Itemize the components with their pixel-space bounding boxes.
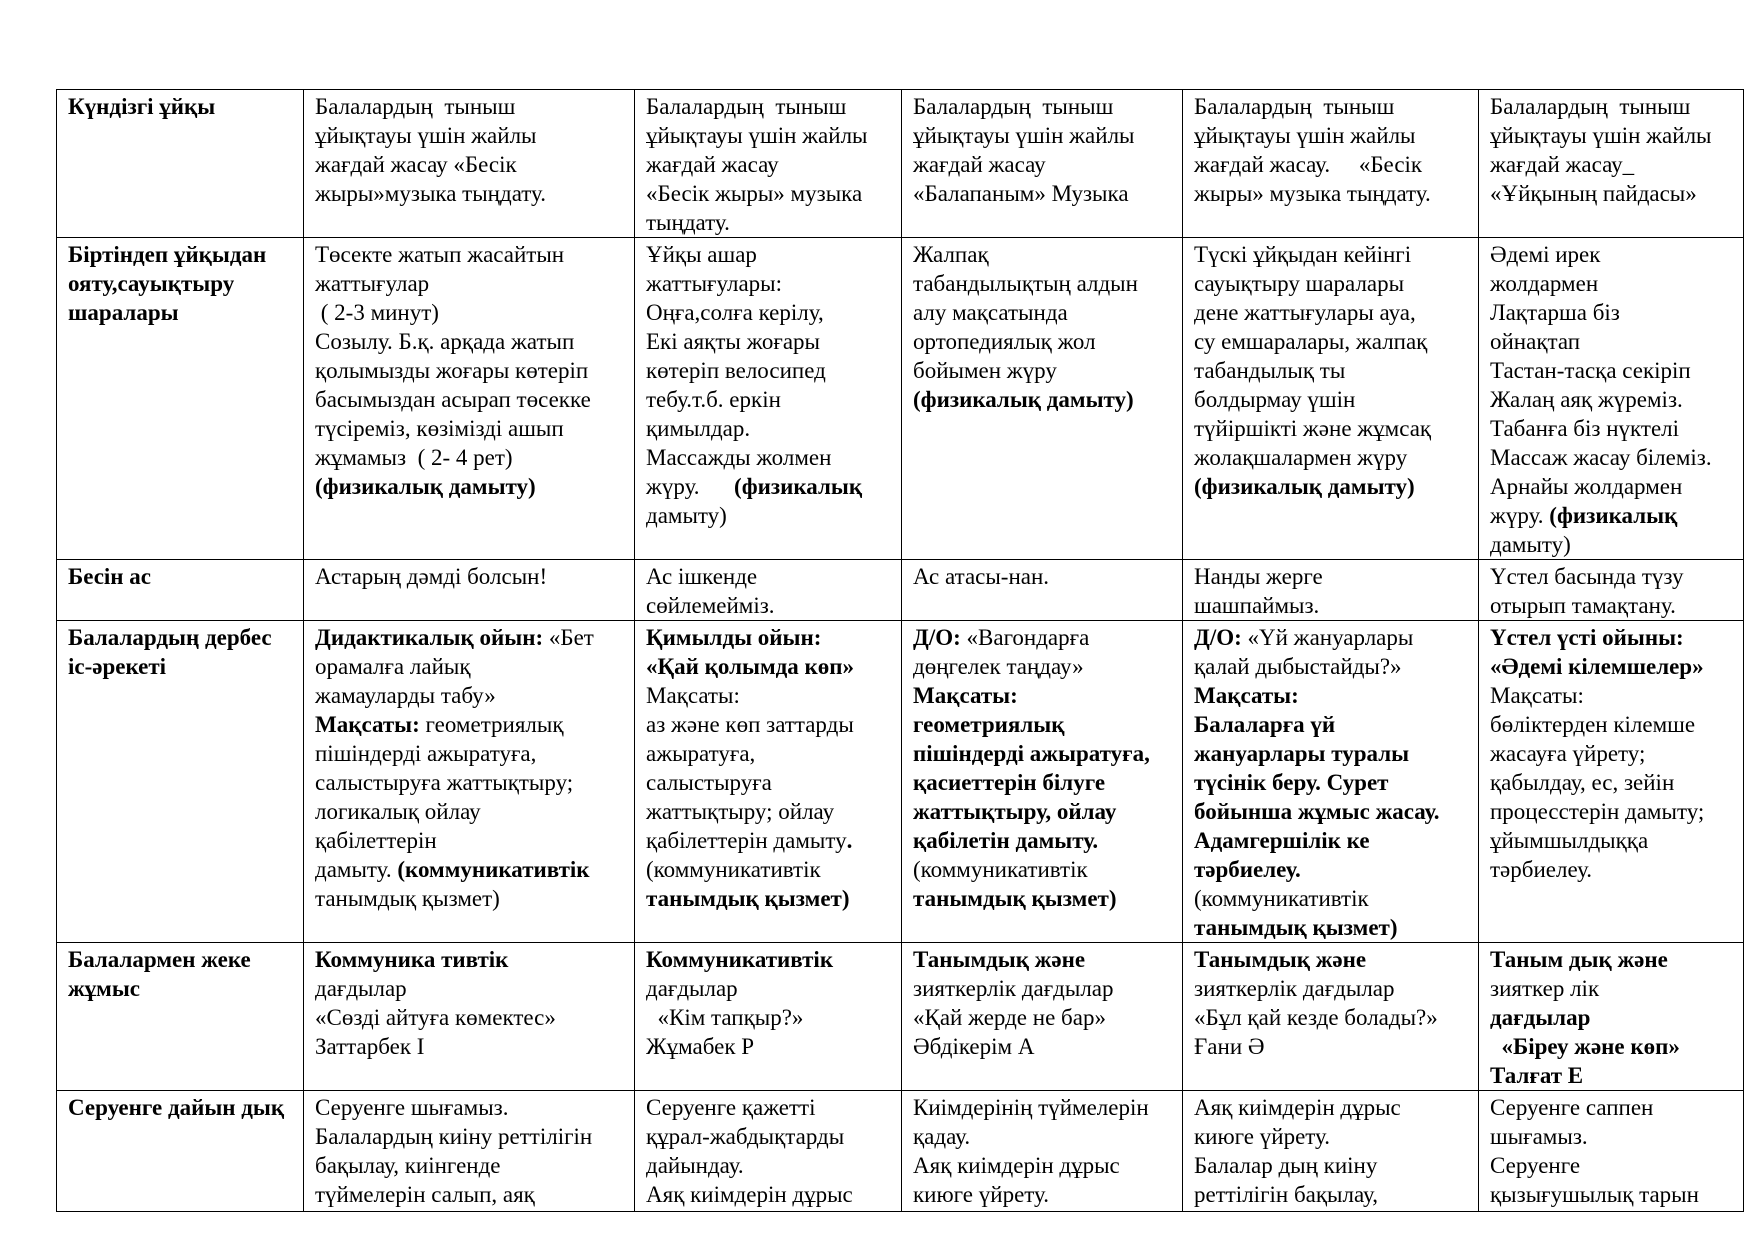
table-cell — [902, 90, 1183, 238]
cell-text-line: орамалға лайық — [315, 654, 471, 679]
cell-text-line: зияткер лік — [1490, 976, 1600, 1001]
table-cell — [635, 90, 902, 238]
cell-text-line: Коммуникативтік — [646, 947, 834, 972]
cell-text-line: Әдемі ирек — [1490, 242, 1601, 267]
cell-text-line: жаттығулары: — [646, 271, 783, 296]
cell-text-line: жасауға үйрету; — [1490, 741, 1646, 766]
cell-text-line: (физикалық дамыту) — [1194, 474, 1415, 499]
cell-text-line: Тастан-тасқа секіріп — [1490, 358, 1691, 383]
cell-text-line: жағдай жасау. «Бесік — [1194, 152, 1423, 177]
table-cell — [1479, 90, 1744, 238]
cell-text-line: танымдық қызмет) — [315, 886, 500, 911]
cell-text-line: қызығушылық тарын — [1490, 1182, 1699, 1207]
cell-text-line: Қимылды ойын: — [646, 625, 822, 650]
cell-text-line: табандылық ты — [1194, 358, 1346, 383]
cell-text-line: сауықтыру шаралары — [1194, 271, 1405, 296]
cell-text-line: Серуенге шығамыз. — [315, 1095, 509, 1120]
cell-text-line: ортопедиялық жол — [913, 329, 1096, 354]
cell-text-line: дайындау. — [646, 1153, 744, 1178]
table-cell — [1479, 943, 1744, 1091]
cell-text-line: (коммуникативтік — [1194, 886, 1369, 911]
table-cell — [902, 621, 1183, 943]
cell-text-line: пішіндерді ажыратуға, — [315, 741, 537, 766]
cell-text-line: Астарың дәмді болсын! — [315, 564, 548, 589]
cell-text-line: салыстыруға жаттықтыру; — [315, 770, 574, 795]
table-row — [57, 560, 1744, 621]
cell-text-line: Балалар дың киіну — [1194, 1153, 1378, 1178]
cell-text-line: Массаж жасау білеміз. — [1490, 445, 1712, 470]
cell-text-line: Талғат Е — [1490, 1063, 1584, 1088]
cell-text-line: дамыту. (коммуникативтік — [315, 857, 590, 882]
cell-text-line: танымдық қызмет) — [913, 886, 1117, 911]
table-cell — [304, 560, 635, 621]
cell-text-line: Коммуника тивтік — [315, 947, 509, 972]
cell-text-line: дамыту) — [1490, 532, 1571, 557]
cell-text-line: Серуенге қажетті — [646, 1095, 816, 1120]
cell-text-line: ұйықтауы үшін жайлы — [1194, 123, 1416, 148]
daily-plan-table-body — [57, 90, 1744, 1212]
cell-text-line: Ас атасы-нан. — [913, 564, 1050, 589]
cell-text-line: ( 2-3 минут) — [315, 300, 439, 325]
cell-text-line: қабылдау, ес, зейін — [1490, 770, 1675, 795]
cell-text-line: ұйықтауы үшін жайлы — [315, 123, 537, 148]
cell-text-line: қолымызды жоғары көтеріп — [315, 358, 589, 383]
cell-text-line: Жұмабек Р — [646, 1034, 755, 1059]
row-header: Күндізгі ұйқы — [57, 90, 304, 238]
row-header: Балалармен жеке жұмыс — [57, 943, 304, 1091]
cell-text-line: бойынша жұмыс жасау. — [1194, 799, 1440, 824]
cell-text-line: жаттықтыру, ойлау — [913, 799, 1117, 824]
cell-text-line: аз және көп заттарды — [646, 712, 854, 737]
cell-text-line: Балалардың тыныш — [315, 94, 516, 119]
cell-text-line: танымдық қызмет) — [646, 886, 850, 911]
cell-text-line: қасиеттерін білуге — [913, 770, 1106, 795]
cell-text-line: жыры» музыка тыңдату. — [1194, 181, 1431, 206]
cell-text-line: отырып тамақтану. — [1490, 593, 1676, 618]
cell-text-line: Мақсаты: геометриялық — [315, 712, 564, 737]
table-cell — [1183, 560, 1479, 621]
cell-text-line: «Әдемі кілемшелер» — [1490, 654, 1704, 679]
cell-text-line: қимылдар. — [646, 416, 751, 441]
cell-text-line: жұмамыз ( 2- 4 рет) — [315, 445, 513, 470]
cell-text-line: жағдай жасау «Бесік — [315, 152, 517, 177]
cell-text-line: жағдай жасау — [646, 152, 779, 177]
cell-text-line: қабілеттерін дамыту. — [646, 828, 853, 853]
cell-text-line: түймелерін салып, аяқ — [315, 1182, 535, 1207]
cell-text-line: Табанға біз нүктелі — [1490, 416, 1680, 441]
cell-text-line: (коммуникативтік — [913, 857, 1088, 882]
cell-text-line: шығамыз. — [1490, 1124, 1588, 1149]
cell-text-line: Ғани Ә — [1194, 1034, 1265, 1059]
cell-text-line: Адамгершілік ке — [1194, 828, 1370, 853]
cell-text-line: зияткерлік дағдылар — [913, 976, 1114, 1001]
cell-text-line: «Қай жерде не бар» — [913, 1005, 1106, 1030]
cell-text-line: Балалардың тыныш — [646, 94, 847, 119]
daily-plan-table — [56, 89, 1744, 1212]
table-row — [57, 238, 1744, 560]
table-row — [57, 943, 1744, 1091]
cell-text-line: жамауларды табу» — [315, 683, 496, 708]
table-row — [57, 621, 1744, 943]
cell-text-line: «Біреу және көп» — [1490, 1034, 1680, 1059]
cell-text-line: Лақтарша біз — [1490, 300, 1620, 325]
table-cell — [902, 238, 1183, 560]
table-cell — [1479, 621, 1744, 943]
cell-text-line: Мақсаты: — [646, 683, 740, 708]
cell-text-line: Балалардың тыныш — [1194, 94, 1395, 119]
cell-text-line: шашпаймыз. — [1194, 593, 1320, 618]
table-cell — [902, 1091, 1183, 1212]
cell-text-line: Екі аяқты жоғары — [646, 329, 820, 354]
cell-text-line: Оңға,солға керілу, — [646, 300, 824, 325]
table-cell — [304, 90, 635, 238]
row-header: Бесін ас — [57, 560, 304, 621]
cell-text-line: «Ұйқының пайдасы» — [1490, 181, 1697, 206]
cell-text-line: тәрбиелеу. — [1194, 857, 1301, 882]
cell-text-line: салыстыруға — [646, 770, 772, 795]
cell-text-line: Дидактикалық ойын: «Бет — [315, 625, 594, 650]
cell-text-line: пішіндерді ажыратуға, — [913, 741, 1150, 766]
cell-text-line: киюге үйрету. — [913, 1182, 1049, 1207]
cell-text-line: бөліктерден кілемше — [1490, 712, 1696, 737]
cell-text-line: Үстел басында түзу — [1490, 564, 1684, 589]
cell-text-line: жүру. (физикалық — [646, 474, 863, 499]
cell-text-line: дағдылар — [1490, 1005, 1591, 1030]
cell-text-line: тәрбиелеу. — [1490, 857, 1593, 882]
cell-text-line: қалай дыбыстайды?» — [1194, 654, 1402, 679]
cell-text-line: тебу.т.б. еркін — [646, 387, 781, 412]
cell-text-line: «Сөзді айтуға көмектес» — [315, 1005, 556, 1030]
table-cell — [1183, 621, 1479, 943]
cell-text-line: дағдылар — [315, 976, 407, 1001]
cell-text-line: «Бұл қай кезде болады?» — [1194, 1005, 1438, 1030]
cell-text-line: түйіршікті және жұмсақ — [1194, 416, 1432, 441]
cell-text-line: «Кім тапқыр?» — [646, 1005, 804, 1030]
row-header: Балалардың дербес іс-әрекеті — [57, 621, 304, 943]
cell-text-line: қабілетін дамыту. — [913, 828, 1099, 853]
cell-text-line: Балалардың тыныш — [913, 94, 1114, 119]
cell-text-line: Таным дық және — [1490, 947, 1668, 972]
cell-text-line: сөйлемейміз. — [646, 593, 775, 618]
cell-text-line: Танымдық және — [913, 947, 1086, 972]
cell-text-line: су емшаралары, жалпақ — [1194, 329, 1428, 354]
cell-text-line: процесстерін дамыту; — [1490, 799, 1705, 824]
cell-text-line: ұйымшылдыққа — [1490, 828, 1649, 853]
table-cell — [1183, 943, 1479, 1091]
table-cell — [304, 943, 635, 1091]
cell-text-line: табандылықтың алдын — [913, 271, 1138, 296]
cell-text-line: киюге үйрету. — [1194, 1124, 1330, 1149]
cell-text-line: «Бесік жыры» музыка — [646, 181, 863, 206]
cell-text-line: Серуенге саппен — [1490, 1095, 1654, 1120]
cell-text-line: ұйықтауы үшін жайлы — [1490, 123, 1712, 148]
cell-text-line: Танымдық және — [1194, 947, 1367, 972]
table-cell — [1479, 560, 1744, 621]
cell-text-line: «Қай қолымда көп» — [646, 654, 855, 679]
cell-text-line: түсінік беру. Сурет — [1194, 770, 1389, 795]
cell-text-line: дене жаттығулары ауа, — [1194, 300, 1416, 325]
cell-text-line: жыры»музыка тыңдату. — [315, 181, 546, 206]
cell-text-line: Созылу. Б.қ. арқада жатып — [315, 329, 575, 354]
cell-text-line: Массажды жолмен — [646, 445, 832, 470]
cell-text-line: бақылау, киінгенде — [315, 1153, 501, 1178]
cell-text-line: басымыздан асырап төсекке — [315, 387, 591, 412]
cell-text-line: Балаларға үй — [1194, 712, 1336, 737]
cell-text-line: Заттарбек І — [315, 1034, 425, 1059]
table-cell — [635, 1091, 902, 1212]
table-cell — [304, 1091, 635, 1212]
cell-text-line: Д/О: «Вагондарға — [913, 625, 1090, 650]
cell-text-line: Төсекте жатып жасайтын — [315, 242, 565, 267]
table-cell — [902, 943, 1183, 1091]
table-cell — [635, 621, 902, 943]
cell-text-line: Ас ішкенде — [646, 564, 758, 589]
cell-text-line: Әбдікерім А — [913, 1034, 1035, 1059]
cell-text-line: жағдай жасау_ — [1490, 152, 1635, 177]
cell-text-line: құрал-жабдықтарды — [646, 1124, 845, 1149]
cell-text-line: жүру. (физикалық — [1490, 503, 1678, 528]
cell-text-line: алу мақсатында — [913, 300, 1068, 325]
cell-text-line: Аяқ киімдерін дұрыс — [1194, 1095, 1401, 1120]
cell-text-line: геометриялық — [913, 712, 1065, 737]
table-cell — [1479, 238, 1744, 560]
cell-text-line: жолдармен — [1490, 271, 1599, 296]
cell-text-line: Жалпақ — [913, 242, 989, 267]
cell-text-line: танымдық қызмет) — [1194, 915, 1398, 940]
cell-text-line: (коммуникативтік — [646, 857, 821, 882]
cell-text-line: (физикалық дамыту) — [315, 474, 536, 499]
cell-text-line: «Балапаным» Музыка — [913, 181, 1129, 206]
cell-text-line: болдырмау үшін — [1194, 387, 1356, 412]
row-header: Серуенге дайын дық — [57, 1091, 304, 1212]
cell-text-line: зияткерлік дағдылар — [1194, 976, 1395, 1001]
cell-text-line: дағдылар — [646, 976, 738, 1001]
table-cell — [635, 238, 902, 560]
cell-text-line: көтеріп велосипед — [646, 358, 826, 383]
cell-text-line: дамыту) — [646, 503, 727, 528]
cell-text-line: дөңгелек таңдау» — [913, 654, 1084, 679]
table-cell — [635, 943, 902, 1091]
row-header: Біртіндеп ұйқыдан ояту,сауықтыру шаралары — [57, 238, 304, 560]
cell-text-line: тыңдату. — [646, 210, 730, 235]
cell-text-line: Балалардың тыныш — [1490, 94, 1691, 119]
table-cell — [635, 560, 902, 621]
cell-text-line: Мақсаты: — [1490, 683, 1584, 708]
table-cell — [1479, 1091, 1744, 1212]
cell-text-line: Арнайы жолдармен — [1490, 474, 1683, 499]
cell-text-line: Серуенге — [1490, 1153, 1581, 1178]
table-row — [57, 90, 1744, 238]
table-cell — [304, 621, 635, 943]
table-cell — [1183, 90, 1479, 238]
cell-text-line: ажыратуға, — [646, 741, 756, 766]
cell-text-line: Балалардың киіну реттілігін — [315, 1124, 593, 1149]
cell-text-line: жаттықтыру; ойлау — [646, 799, 835, 824]
cell-text-line: жануарлары туралы — [1194, 741, 1410, 766]
cell-text-line: Мақсаты: — [913, 683, 1018, 708]
cell-text-line: Үстел үсті ойыны: — [1490, 625, 1684, 650]
cell-text-line: Жалаң аяқ жүреміз. — [1490, 387, 1683, 412]
cell-text-line: Аяқ киімдерін дұрыс — [646, 1182, 853, 1207]
cell-text-line: қабілеттерін — [315, 828, 437, 853]
cell-text-line: бойымен жүру — [913, 358, 1057, 383]
cell-text-line: Нанды жерге — [1194, 564, 1323, 589]
table-cell — [1183, 238, 1479, 560]
cell-text-line: ойнақтап — [1490, 329, 1581, 354]
cell-text-line: жолақшалармен жүру — [1194, 445, 1408, 470]
cell-text-line: ұйықтауы үшін жайлы — [646, 123, 868, 148]
table-cell — [1183, 1091, 1479, 1212]
table-row — [57, 1091, 1744, 1212]
table-cell — [902, 560, 1183, 621]
cell-text-line: Аяқ киімдерін дұрыс — [913, 1153, 1120, 1178]
cell-text-line: Түскі ұйқыдан кейінгі — [1194, 242, 1412, 267]
cell-text-line: Ұйқы ашар — [646, 242, 757, 267]
cell-text-line: реттілігін бақылау, — [1194, 1182, 1378, 1207]
cell-text-line: Киімдерінің түймелерін — [913, 1095, 1149, 1120]
table-cell — [304, 238, 635, 560]
cell-text-line: (физикалық дамыту) — [913, 387, 1134, 412]
cell-text-line: логикалық ойлау — [315, 799, 481, 824]
cell-text-line: Мақсаты: — [1194, 683, 1299, 708]
cell-text-line: Д/О: «Үй жануарлары — [1194, 625, 1414, 650]
cell-text-line: ұйықтауы үшін жайлы — [913, 123, 1135, 148]
cell-text-line: түсіреміз, көзімізді ашып — [315, 416, 564, 441]
cell-text-line: жаттығулар — [315, 271, 430, 296]
cell-text-line: жағдай жасау — [913, 152, 1046, 177]
cell-text-line: қадау. — [913, 1124, 971, 1149]
